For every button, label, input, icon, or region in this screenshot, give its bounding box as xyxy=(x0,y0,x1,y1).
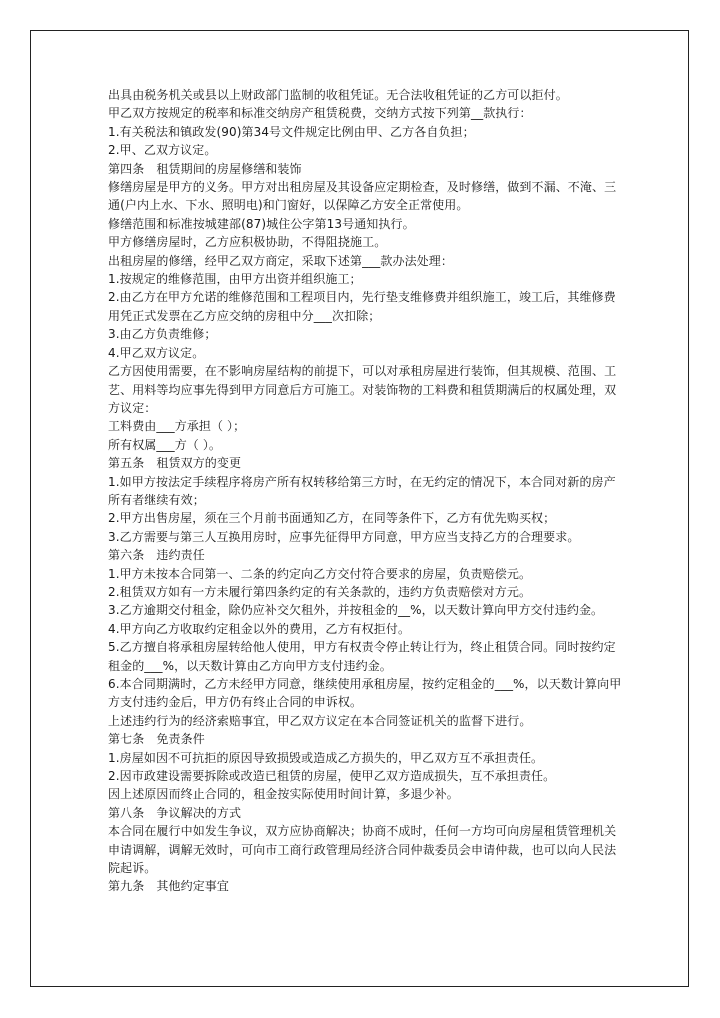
text-line: 院起诉。 xyxy=(108,861,157,876)
text-line: 1.甲方未按本合同第一、二条的约定向乙方交付符合要求的房屋，负责赔偿元。 xyxy=(108,566,532,581)
section-heading-article-6: 第六条 违约责任 xyxy=(108,548,205,563)
text-line: 因上述原因而终止合同的，租金按实际使用时间计算，多退少补。 xyxy=(108,787,459,802)
text-line: 出具由税务机关或县以上财政部门监制的收租凭证。无合法收租凭证的乙方可以拒付。 xyxy=(108,88,568,102)
section-heading-article-4: 第四条 租赁期间的房屋修缮和装饰 xyxy=(108,161,302,176)
text-line: 租金的___%，以天数计算由乙方向甲方支付违约金。 xyxy=(108,658,392,673)
section-heading-article-8: 第八条 争议解决的方式 xyxy=(108,805,242,820)
text-line: 乙方因使用需要，在不影响房屋结构的前提下，可以对承租房屋进行装饰，但其规模、范围、工 xyxy=(108,364,617,379)
text-line: 艺、用料等均应事先得到甲方同意后方可施工。对装饰物的工料费和租赁期满后的权属处理，双 xyxy=(108,382,617,397)
text-line: 修缮房屋是甲方的义务。甲方对出租房屋及其设备应定期检查，及时修缮，做到不漏、不淹、三 xyxy=(108,180,617,195)
text-line: 修缮范围和标准按城建部(87)城住公字第13号通知执行。 xyxy=(108,216,415,231)
text-line: 6.本合同期满时，乙方未经甲方同意，继续使用承租房屋，按约定租金的___%，以天数计算向甲 xyxy=(108,677,622,691)
text-line: 2.租赁双方如有一方未履行第四条约定的有关条款的，违约方负责赔偿对方元。 xyxy=(108,584,532,599)
text-line: 方议定： xyxy=(108,400,157,415)
text-line: 2.甲方出售房屋，须在三个月前书面通知乙方，在同等条件下，乙方有优先购买权； xyxy=(108,511,556,526)
document-body xyxy=(108,86,640,896)
section-heading-article-5: 第五条 租赁双方的变更 xyxy=(108,456,242,471)
text-line: 所有权属___方（ ）。 xyxy=(108,437,222,452)
text-line: 通(户内上水、下水、照明电)和门窗好，以保障乙方安全正常使用。 xyxy=(108,198,469,213)
text-line: 4.甲方向乙方收取约定租金以外的费用，乙方有权拒付。 xyxy=(108,621,411,636)
text-line: 工料费由___方承担（ ）； xyxy=(108,419,246,434)
text-line: 甲方修缮房屋时，乙方应积极协助，不得阻挠施工。 xyxy=(108,235,387,250)
text-line: 1.有关税法和镇政发(90)第34号文件规定比例由甲、乙方各自负担； xyxy=(108,124,475,139)
text-line: 1.房屋如因不可抗拒的原因导致损毁或造成乙方损失的，甲乙双方互不承担责任。 xyxy=(108,750,544,765)
text-line: 本合同在履行中如发生争议，双方应协商解决；协商不成时，任何一方均可向房屋租赁管理机关 xyxy=(108,824,617,839)
text-line: 4.甲乙双方议定。 xyxy=(108,345,205,360)
text-line: 3.乙方需要与第三人互换用房时，应事先征得甲方同意，甲方应当支持乙方的合理要求。 xyxy=(108,529,580,544)
text-line: 用凭正式发票在乙方应交纳的房租中分___次扣除； xyxy=(108,308,381,323)
text-line: 方支付违约金后，甲方仍有终止合同的申诉权。 xyxy=(108,695,363,710)
section-heading-article-7: 第七条 免责条件 xyxy=(108,732,205,747)
text-line: 3.由乙方负责维修； xyxy=(108,327,217,342)
text-line: 2.因市政建设需要拆除或改造已租赁的房屋，使甲乙双方造成损失，互不承担责任。 xyxy=(108,769,556,784)
text-line: 3.乙方逾期交付租金，除仍应补交欠租外，并按租金的__%，以天数计算向甲方交付违约金。 xyxy=(108,603,604,618)
text-line: 甲乙双方按规定的税率和标准交纳房产租赁税费，交纳方式按下列第__款执行： xyxy=(108,106,532,121)
text-line: 5.乙方擅自将承租房屋转给他人使用，甲方有权责令停止转让行为，终止租赁合同。同时按约定 xyxy=(108,640,616,655)
text-line: 上述违约行为的经济索赔事宜，甲乙双方议定在本合同签证机关的监督下进行。 xyxy=(108,713,532,728)
text-line: 出租房屋的修缮，经甲乙双方商定，采取下述第___款办法处理： xyxy=(108,253,454,268)
text-line: 2.由乙方在甲方允诺的维修范围和工程项目内，先行垫支维修费并组织施工，竣工后，其维修费 xyxy=(108,290,616,305)
text-line: 1.如甲方按法定手续程序将房产所有权转移给第三方时，在无约定的情况下，本合同对新的房产 xyxy=(108,474,616,489)
text-line: 所有者继续有效； xyxy=(108,492,205,507)
text-line: 2.甲、乙双方议定。 xyxy=(108,143,217,158)
section-heading-article-9: 第九条 其他约定事宜 xyxy=(108,879,230,894)
text-line: 申请调解，调解无效时，可向市工商行政管理局经济合同仲裁委员会申请仲裁，也可以向人民法 xyxy=(108,842,617,857)
text-line: 1.按规定的维修范围，由甲方出资并组织施工； xyxy=(108,272,362,287)
